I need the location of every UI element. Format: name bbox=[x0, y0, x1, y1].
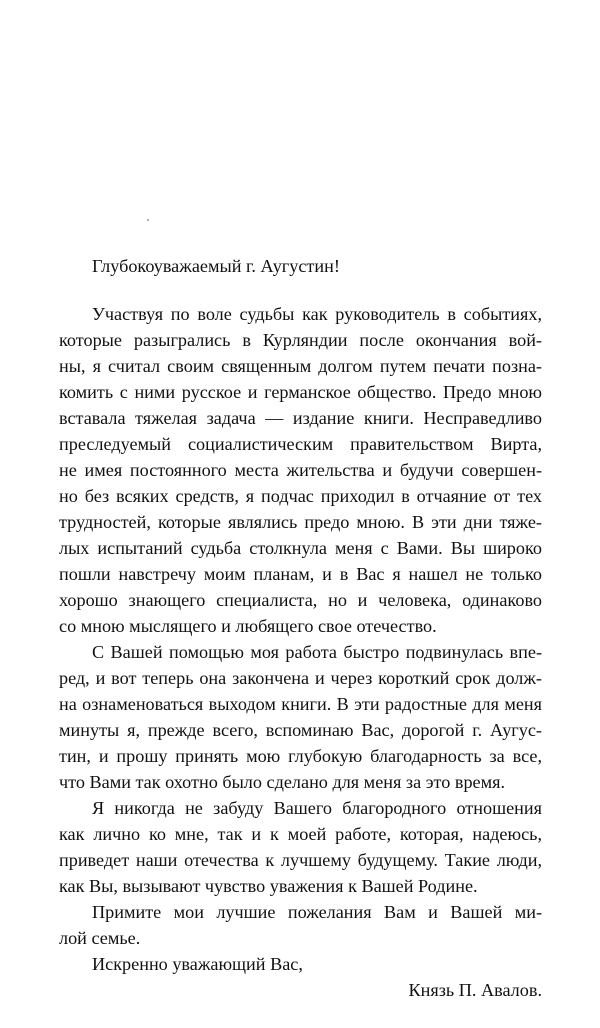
body-line-7: не имея постоянного места жительства и будучи совершен- bbox=[59, 460, 542, 480]
body-line-24: Примите мои лучшие пожелания Вам и Вашей ми- bbox=[92, 902, 542, 922]
body-line-4: комить с ними русское и германское общество. Предо мною bbox=[59, 382, 542, 402]
body-line-23: как Вы, вызывают чувство уважения к Вашей Родине. bbox=[59, 876, 478, 896]
body-line-18: тин, и прошу принять мою глубокую благодарность за все, bbox=[59, 746, 542, 766]
body-line-14: С Вашей помощью моя работа быстро подвинулась впе- bbox=[92, 642, 542, 662]
body-line-12: хорошо знающего специалиста, но и человека, одинаково bbox=[59, 590, 542, 610]
body-line-21: как лично ко мне, так и к моей работе, которая, надеюсь, bbox=[59, 824, 542, 844]
body-line-19: что Вами так охотно было сделано для меня за это время. bbox=[59, 772, 506, 792]
body-line-15: ред, и вот теперь она закончена и через короткий срок долж- bbox=[59, 668, 542, 688]
body-line-10: лых испытаний судьба столкнула меня с Вами. Вы широко bbox=[59, 538, 542, 558]
body-line-25: лой семье. bbox=[59, 928, 141, 948]
body-line-16: на ознаменоваться выходом книги. В эти радостные для меня bbox=[59, 694, 542, 714]
body-line-8: но без всяких средств, я подчас приходил в отчаяние от тех bbox=[59, 486, 542, 506]
body-line-1: Участвуя по воле судьбы как руководитель в событиях, bbox=[92, 304, 542, 324]
body-line-20: Я никогда не забуду Вашего благородного отношения bbox=[92, 798, 542, 818]
body-line-2: которые разыгрались в Курляндии после окончания вой- bbox=[59, 330, 542, 350]
paper-speck bbox=[147, 219, 149, 221]
body-line-13: со мною мыслящего и любящего свое отечество. bbox=[59, 616, 437, 636]
body-line-6: преследуемый социалистическим правительством Вирта, bbox=[59, 434, 542, 454]
body-line-9: трудностей, которые являлись предо мною. В эти дни тяже- bbox=[59, 512, 542, 532]
body-line-3: ны, я считал своим священным долгом путем печати позна- bbox=[59, 356, 542, 376]
letter-signature: Князь П. Авалов. bbox=[408, 980, 542, 1000]
body-line-22: приведет наши отечества к лучшему будущему. Такие люди, bbox=[59, 850, 542, 870]
body-line-17: минуты я, прежде всего, вспоминаю Вас, дорогой г. Аугус- bbox=[59, 720, 542, 740]
letter-closing: Искренно уважающий Вас, bbox=[92, 954, 303, 974]
body-line-5: вставала тяжелая задача — издание книги. Несправедливо bbox=[59, 408, 542, 428]
body-line-11: пошли навстречу моим планам, и в Вас я нашел не только bbox=[59, 564, 542, 584]
letter-greeting: Глубокоуважаемый г. Аугустин! bbox=[92, 256, 340, 276]
